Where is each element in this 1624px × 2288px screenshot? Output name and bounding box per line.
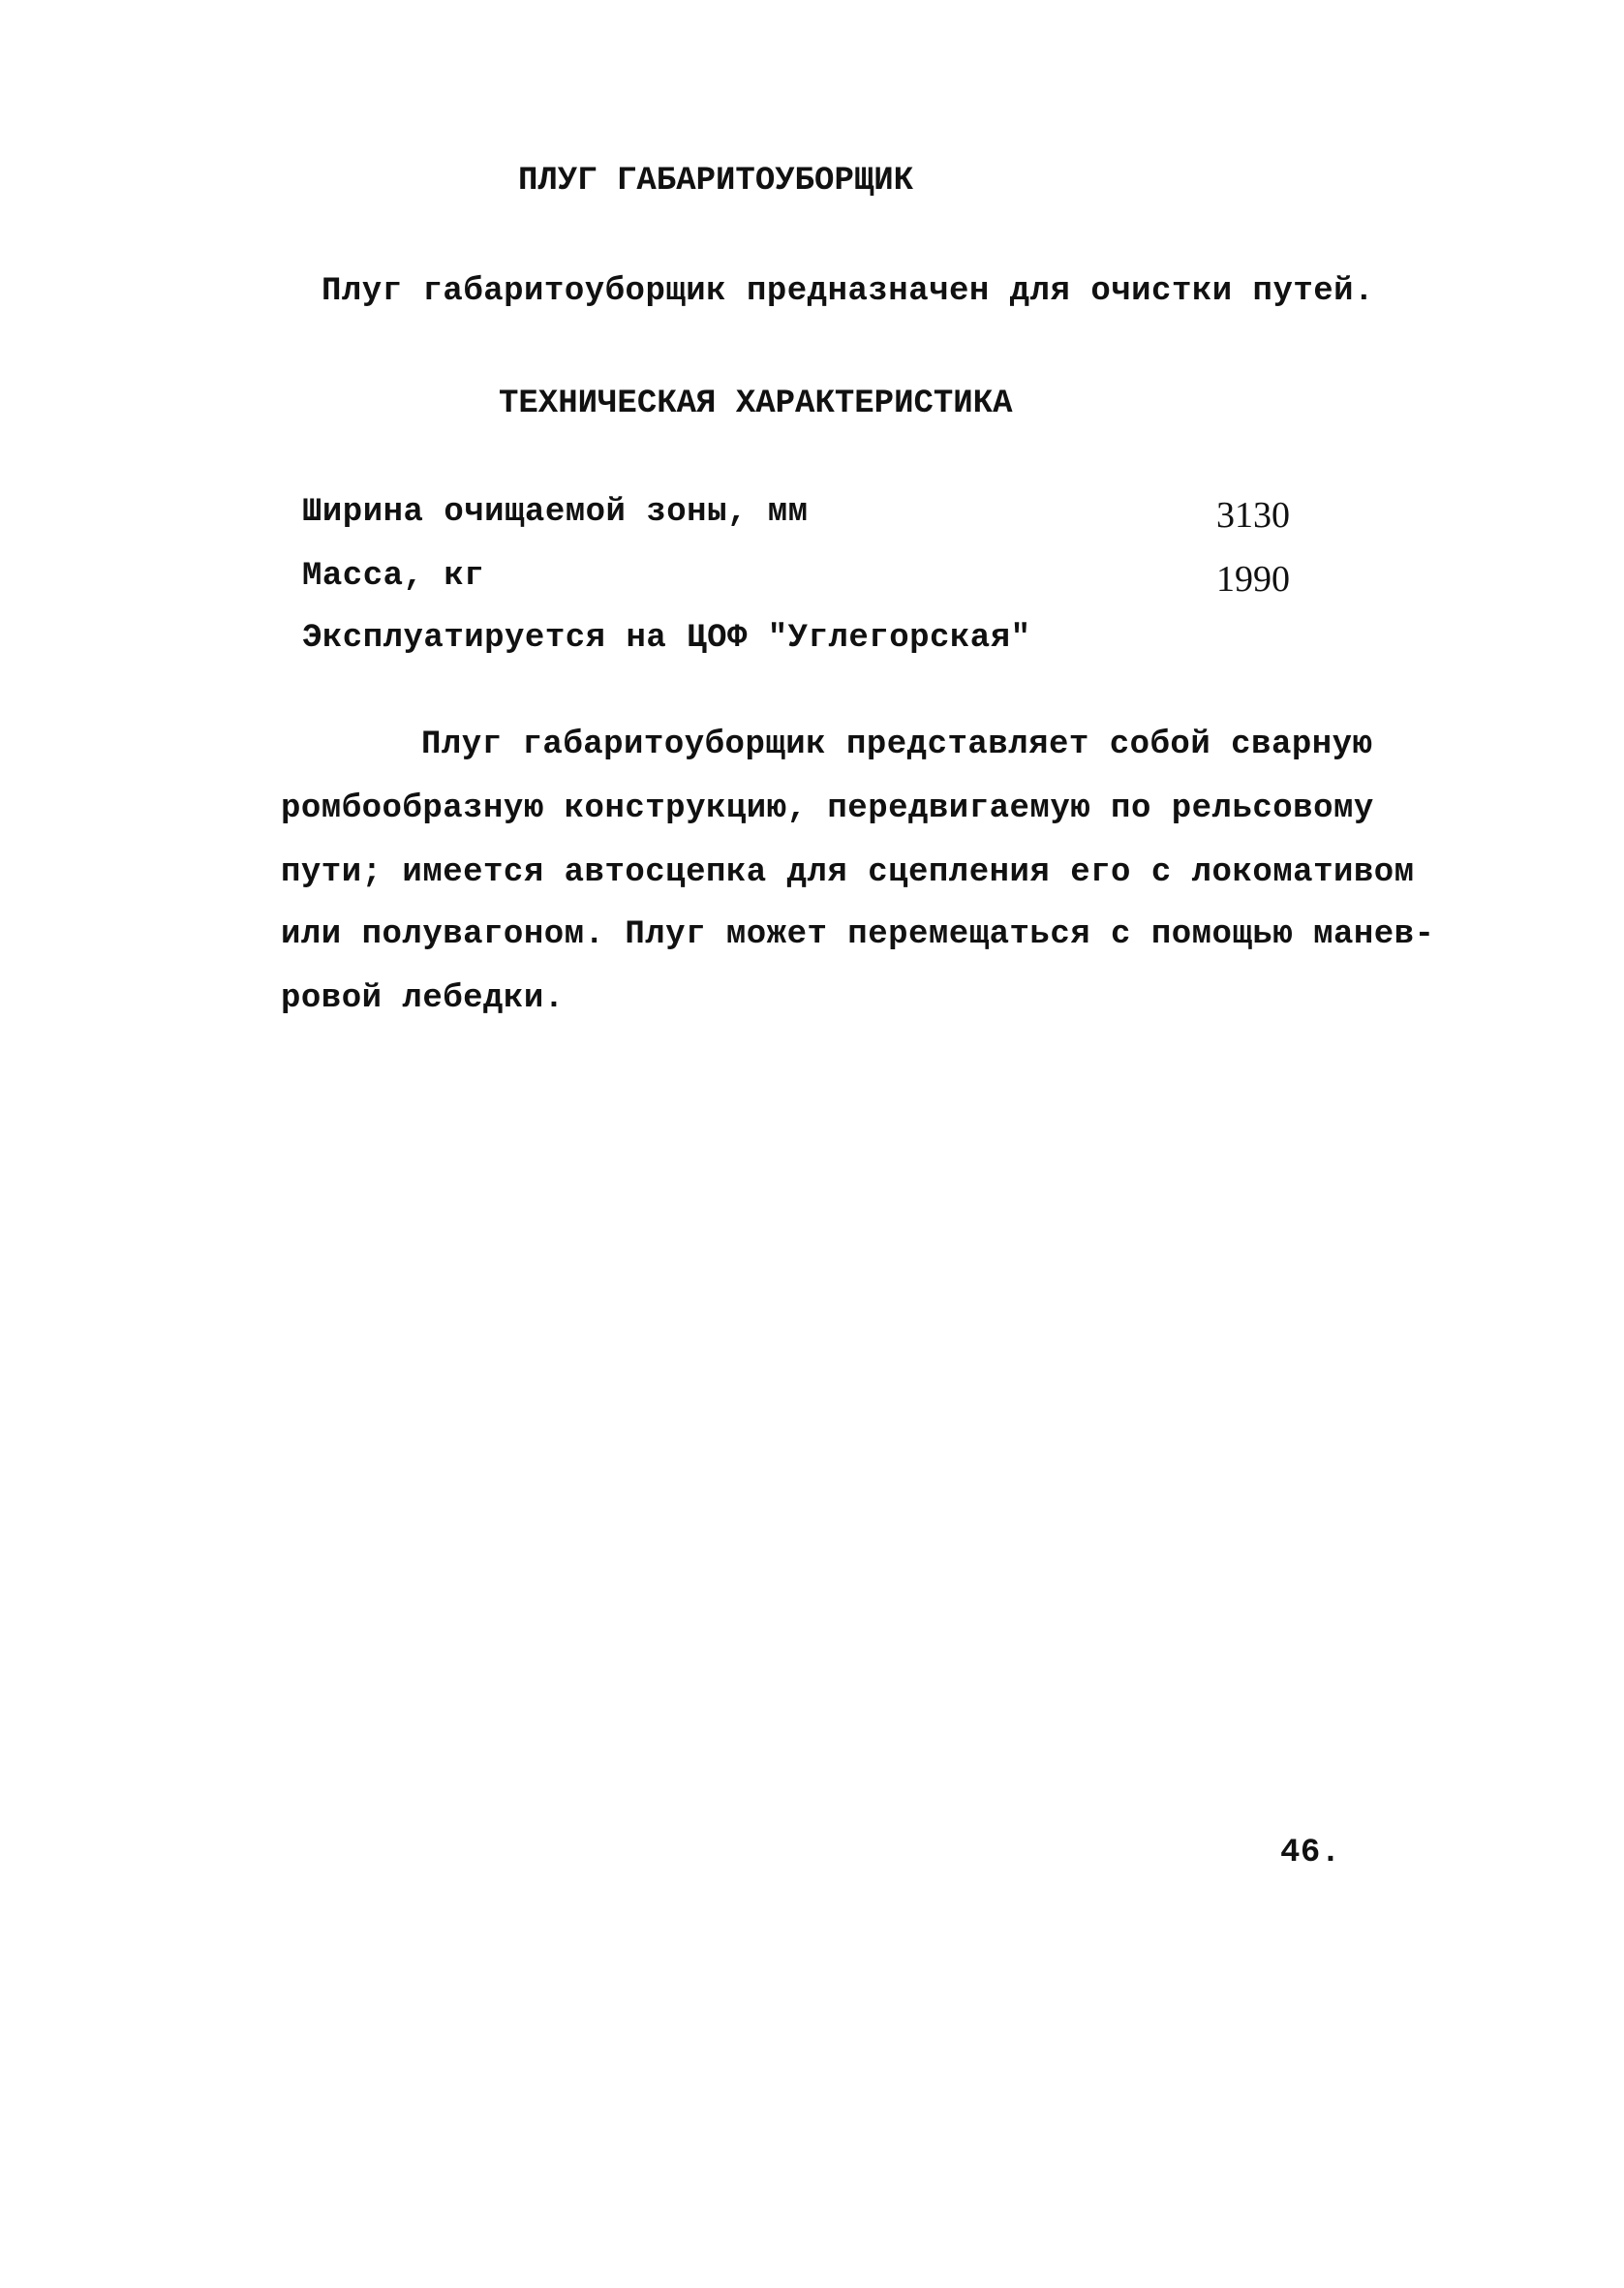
spec-label: Ширина очищаемой зоны, мм bbox=[302, 494, 809, 531]
specs-heading: ТЕХНИЧЕСКАЯ ХАРАКТЕРИСТИКА bbox=[499, 386, 1013, 422]
spec-label: Эксплуатируется на ЦОФ "Углегорская" bbox=[302, 620, 1031, 657]
spec-row-width bbox=[302, 494, 1309, 536]
spec-value: 1990 bbox=[1216, 559, 1290, 600]
spec-label: Масса, кг bbox=[302, 558, 485, 595]
spec-row-mass bbox=[302, 558, 1309, 600]
document-title: ПЛУГ ГАБАРИТОУБОРЩИК bbox=[518, 163, 914, 200]
intro-sentence: Плуг габаритоуборщик предназначен для очистки путей. bbox=[322, 273, 1374, 310]
spec-row-operated-at bbox=[302, 620, 1309, 659]
paragraph-line: ромбообразную конструкцию, передвигаемую по рельсовому bbox=[281, 790, 1374, 827]
spec-value: 3130 bbox=[1216, 495, 1290, 536]
paragraph-line: или полувагоном. Плуг может перемещаться с помощью манев- bbox=[281, 916, 1435, 953]
paragraph-line: Плуг габаритоуборщик представляет собой сварную bbox=[421, 727, 1373, 763]
page-number: 46. bbox=[1280, 1835, 1341, 1871]
paragraph-line: пути; имеется автосцепка для сцепления его с локомативом bbox=[281, 854, 1415, 891]
paragraph-line: ровой лебедки. bbox=[281, 980, 565, 1017]
